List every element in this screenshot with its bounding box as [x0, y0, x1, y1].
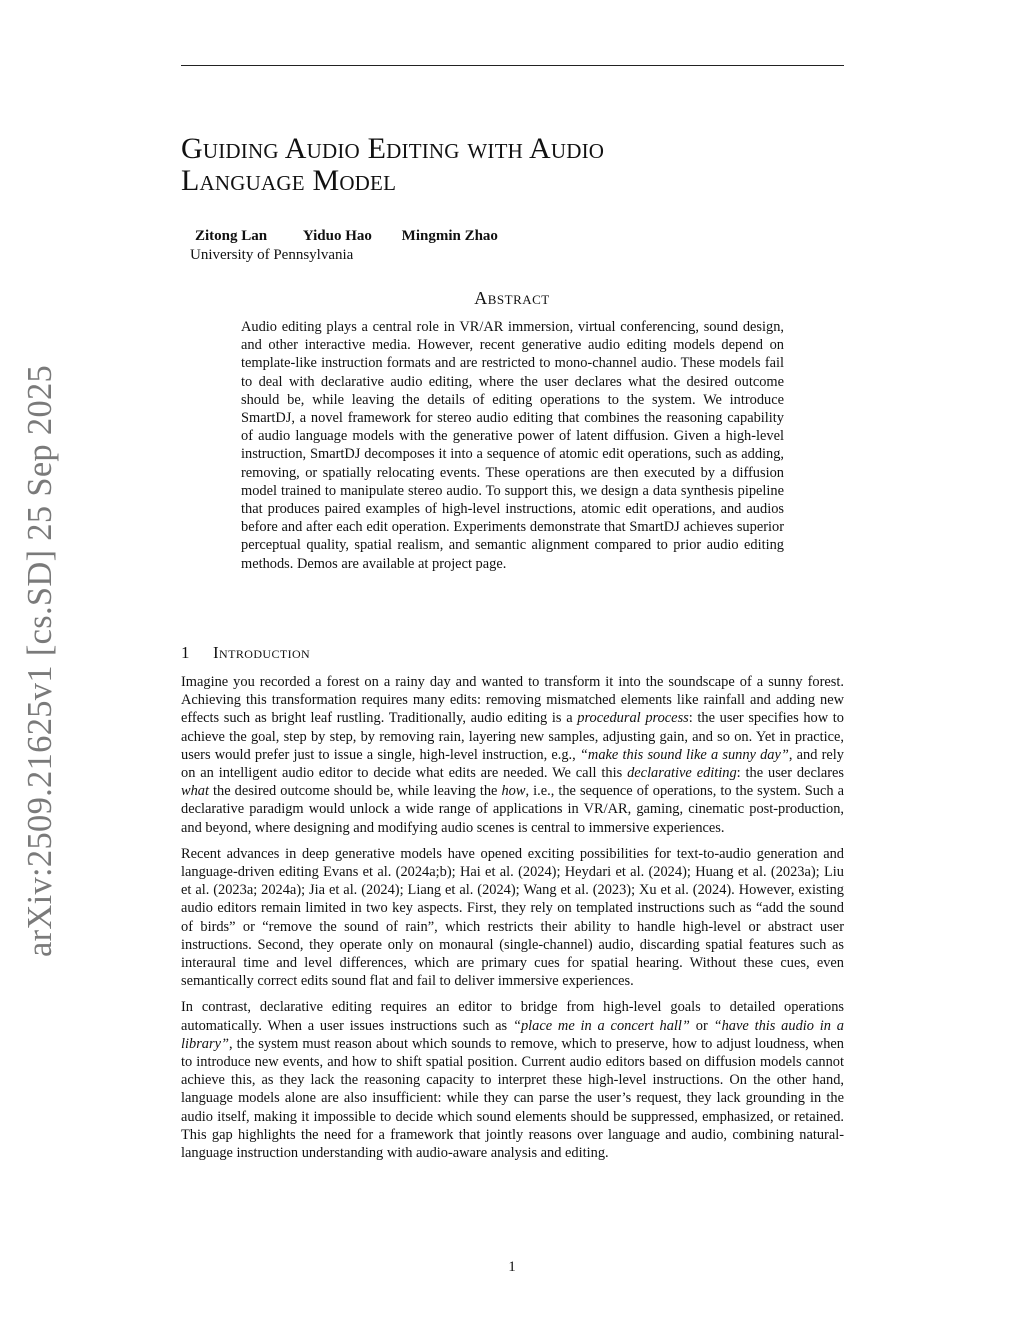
abstract-text: Audio editing plays a central role in VR/AR immersion, virtual conferencing, sound design, and other interactive media. However, recent generative audio editing models depend on template-like instruction formats and are restricted to mono-channel audio. These models fail to deal with declarative audio editing, where the user declares what the desired outcome should be, while leaving the details of editing operations to the system. We introduce SmartDJ, a novel framework for stereo audio editing that combines the reasoning capability of audio language models with the generative power of latent diffusion. Given a high-level instruction, SmartDJ decomposes it into a sequence of atomic edit operations, such as adding, removing, or spatially relocating events. These operations are then executed by a diffusion model trained to manipulate stereo audio. To support this, we design a data synthesis pipeline that produces paired examples of high-level instructions, atomic edit operations, and audios before and after each edit operation. Experiments demonstrate that SmartDJ achieves superior perceptual quality, spatial realism, and semantic alignment compared to prior audio editing methods. Demos are available at project page. — [241, 319, 784, 572]
emphasis: “place me in a concert hall” — [512, 1017, 690, 1034]
arxiv-identifier-stamp: arXiv:2509.21625v1 [cs.SD] 25 Sep 2025 — [21, 364, 59, 957]
author-name: Yiduo Hao — [302, 228, 372, 244]
author-affiliation: University of Pennsylvania — [190, 247, 354, 263]
paragraph: Imagine you recorded a forest on a rainy day and wanted to transform it into the soundscape of a sunny forest. Achieving this transformation requires many edits: removing mismatched elements like rainfall and adding new effects such as bright leaf rustling. Traditionally, audio editing is a procedural process: the user specifies how to achieve the goal, step by step, by removing rain, layering new samples, adjusting gain, and so on. Yet in practice, users would prefer just to issue a single, high-level instruction, e.g., “make this sound like a sunny day”, and rely on an intelligent audio editor to decide what edits are needed. We call this declarative editing: the user declares what the desired outcome should be, while leaving the how, i.e., the sequence of operations, to the system. Such a declarative paradigm would unlock a wide range of applications in VR/AR, gaming, cinematic post-production, and beyond, where designing and modifying audio scenes is central to immersive experiences. — [181, 674, 845, 836]
section-heading — [181, 642, 310, 664]
emphasis: “have this audio in a library” — [181, 1017, 844, 1052]
author-name: Mingmin Zhao — [401, 228, 498, 244]
title-line-1: Guiding Audio Editing with Audio — [181, 132, 605, 165]
emphasis: procedural process — [577, 710, 689, 727]
section-title: Introduction — [213, 643, 311, 662]
title-line-2: Language Model — [181, 164, 397, 197]
emphasis: how — [501, 783, 526, 800]
paragraph: In contrast, declarative editing requires an editor to bridge from high-level goals to detailed operations automatically. When a user issues instructions such as “place me in a concert hall” or “have this audio in a library”, the system must reason about which sounds to remove, which to preserve, how to adjust loudness, when to introduce new events, and how to shift spatial position. Current audio editors based on diffusion models cannot achieve this, as they lack the reasoning capacity to interpret these high-level instructions. On the other hand, language models alone are also insufficient: while they can parse the user’s request, they lack grounding in the audio itself, making it impossible to decide which sound elements should be suppressed, emphasized, or retained. This gap highlights the need for a framework that jointly reasons over language and audio, combining natural-language instruction understanding with audio-aware analysis and editing. — [181, 999, 844, 1162]
page-number: 1 — [508, 1259, 516, 1275]
section-number: 1 — [181, 643, 190, 662]
author-name: Zitong Lan — [195, 228, 268, 244]
introduction-body — [181, 673, 844, 1170]
abstract-heading: Abstract — [474, 288, 550, 308]
emphasis: declarative editing — [627, 765, 737, 782]
paper-title — [181, 133, 844, 197]
emphasis: “make this sound like a sunny day” — [579, 746, 789, 763]
author-list — [195, 227, 498, 246]
paragraph: Recent advances in deep generative models have opened exciting possibilities for text-to-audio generation and language-driven editing Evans et al. (2024a;b); Hai et al. (2024); Heydari et al. (2024); Huang et al. (2023a); Liu et al. (2023a; 2024a); Jia et al. (2024); Liang et al. (2024); Wang et al. (2023); Xu et al. (2024). However, existing audio editors remain limited in two key aspects. First, they rely on templated instructions such as “add the sound of birds” or “remove the sound of rain”, which restricts their ability to handle high-level or abstract user instructions. Second, they operate only on monaural (single-channel) audio, discarding spatial features such as interaural time and level differences, which are primary cues for spatial hearing. Without these cues, even semantically correct edits sound flat and fail to deliver immersive experiences. — [181, 845, 844, 990]
header-rule — [181, 65, 844, 66]
emphasis: what — [181, 783, 209, 800]
